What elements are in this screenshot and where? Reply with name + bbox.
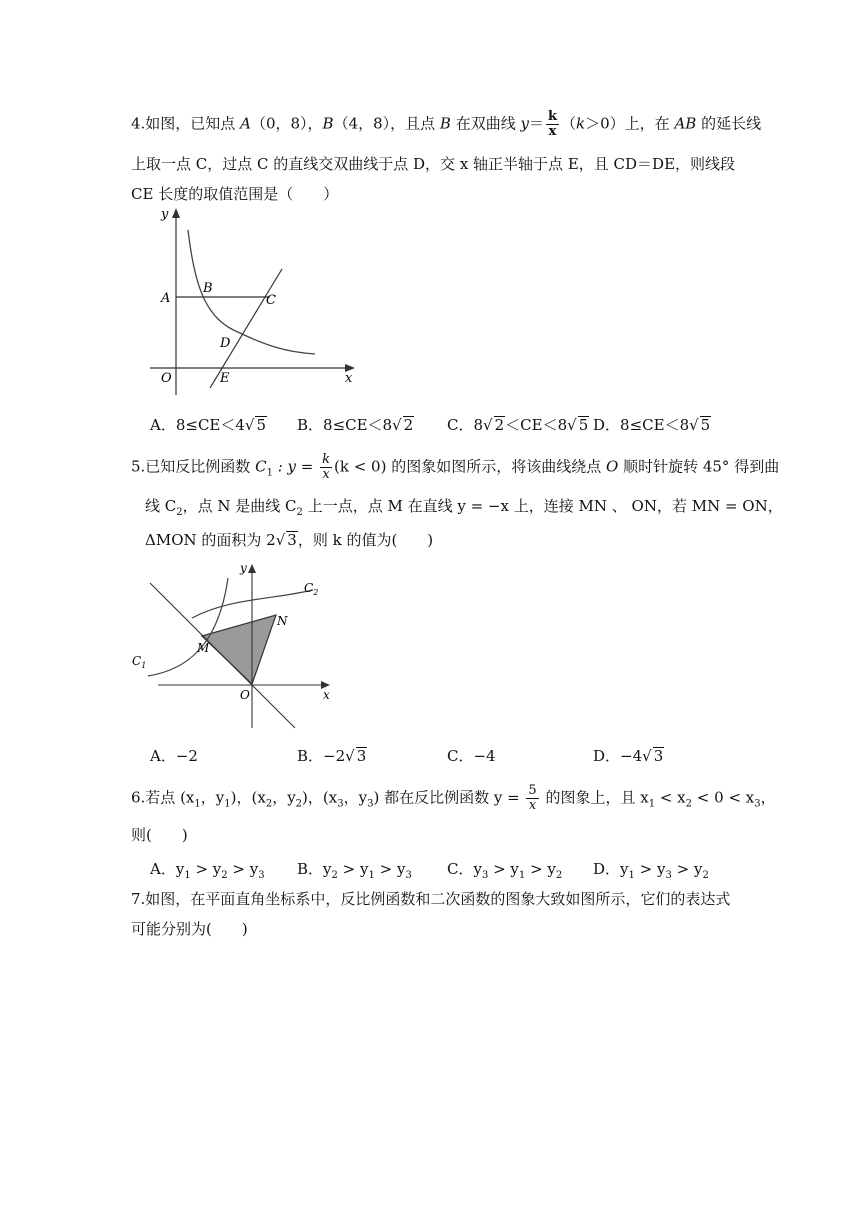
q6-option-d[interactable]: [593, 859, 709, 886]
q4-fraction: [546, 110, 559, 139]
q5-option-b-radicand: 3: [356, 747, 367, 765]
q6-sub: 1: [628, 870, 635, 881]
q4-text: k: [576, 114, 586, 133]
q6-line-2: 则( ): [131, 826, 188, 844]
q4-text: 在双曲线: [450, 114, 521, 133]
q5-radicand: 3: [287, 531, 297, 549]
q6-option-text: A．y: [150, 860, 185, 878]
q4-option-b[interactable]: [297, 415, 414, 435]
q4-option-d-text: D．8≤CE＜8: [593, 416, 690, 434]
q5-label-c1-main: C: [132, 654, 142, 668]
q5-text: ΔMON 的面积为 2: [145, 531, 276, 549]
q5-fraction: [320, 453, 332, 482]
q5-option-c[interactable]: C．−4: [447, 747, 496, 765]
q4-text: 4.如图，已知点: [131, 114, 241, 133]
q4-label-b: B: [203, 281, 213, 296]
q6-sub: 1: [518, 870, 526, 881]
q6-option-text: > y: [374, 860, 406, 878]
q5-option-d-radicand: 3: [653, 747, 664, 765]
q6-option-text: > y: [634, 860, 666, 878]
q4-label-e: E: [220, 371, 230, 386]
q4-text: A: [240, 114, 251, 133]
q5-line-3: [145, 530, 433, 550]
q4-text: 的延长线: [696, 114, 762, 133]
q6-text: )，(x: [302, 788, 338, 807]
q5-label-c1: [132, 654, 146, 670]
q5-text: 线 C: [145, 497, 177, 515]
q6-option-text: > y: [488, 860, 519, 878]
q6-option-text: B．y: [297, 860, 332, 878]
q6-sub: 3: [367, 798, 374, 810]
q5-option-b-text: B．−2: [297, 747, 346, 765]
q4-label-o: O: [161, 371, 172, 386]
q4-text: （4，8），且点: [333, 114, 440, 133]
q5-option-a[interactable]: A．−2: [150, 747, 198, 765]
q4-option-d[interactable]: [593, 415, 711, 435]
q5-label-c1-sub: 1: [141, 661, 147, 670]
q6-option-text: > y: [671, 860, 703, 878]
q6-option-text: > y: [525, 860, 556, 878]
q5-text: 顺时针旋转 45° 得到曲: [618, 457, 780, 476]
q5-label-c2-main: C: [304, 581, 314, 595]
q6-sub: 1: [194, 798, 201, 810]
q6-sub: 3: [258, 870, 265, 881]
q4-option-c-radicand: 5: [578, 416, 589, 434]
q7-line-1: 7.如图，在平面直角坐标系中，反比例函数和二次函数的图象大致如图所示，它们的表达式: [131, 890, 731, 908]
q4-option-c-text: C．8: [447, 416, 484, 434]
q4-text: y: [520, 114, 529, 133]
q4-option-b-radicand: 2: [403, 416, 414, 434]
sqrt-symbol: √: [567, 416, 577, 434]
q6-sub: 2: [221, 870, 228, 881]
q4-option-c-text: ＜CE＜8: [505, 416, 568, 434]
q4-frac-den: x: [548, 124, 557, 139]
q6-sub: 2: [265, 798, 273, 810]
q4-text: ＞0）上，在: [585, 114, 675, 133]
q6-text: 的图象上，且 x: [540, 788, 649, 807]
q6-sub: 1: [648, 798, 656, 810]
q6-frac-num: 5: [528, 783, 537, 798]
q5-line-1: [131, 453, 779, 484]
sqrt-symbol: √: [392, 416, 402, 434]
q4-text: B: [322, 114, 334, 133]
q5-triangle-mon: [202, 615, 276, 684]
q5-option-d[interactable]: [593, 746, 664, 766]
q6-text: ，y: [200, 788, 225, 807]
q5-label-o: O: [240, 688, 250, 702]
q4-option-d-radicand: 5: [700, 416, 711, 434]
q5-figure: [130, 558, 345, 730]
q4-option-a[interactable]: [150, 415, 267, 435]
q7-line-2: 可能分别为( ): [131, 920, 248, 938]
q6-sub: 1: [224, 798, 231, 810]
q6-text: < 0 < x: [692, 788, 755, 807]
q5-label-n: N: [277, 614, 288, 628]
q5-text: ，点 N 是曲线 C: [182, 497, 297, 515]
q6-sub: 2: [555, 870, 563, 881]
q4-label-c: C: [266, 293, 276, 308]
q6-sub: 3: [665, 870, 672, 881]
q6-text: ，: [760, 788, 776, 807]
q6-sub: 2: [331, 870, 338, 881]
q6-sub: 2: [295, 798, 303, 810]
q6-option-text: C．y: [447, 860, 482, 878]
q6-option-text: > y: [227, 860, 259, 878]
q4-option-a-text: A．8≤CE＜4: [150, 416, 245, 434]
q5-text: 上一点，点 M 在直线 y = −x 上，连接 MN 、 ON，若 MN = ON，: [302, 497, 783, 515]
q5-text: (k < 0) 的图象如图所示，将该曲线绕点: [334, 457, 606, 476]
sqrt-symbol: √: [275, 531, 286, 549]
q5-label-c2-sub: 2: [313, 588, 319, 597]
q4-option-b-text: B．8≤CE＜8: [297, 416, 393, 434]
q5-text: : y =: [272, 457, 319, 476]
q4-label-a: A: [161, 291, 171, 306]
q6-option-text: > y: [337, 860, 369, 878]
q4-text: AB: [674, 114, 697, 133]
q4-text: B: [439, 114, 451, 133]
q5-label-m: M: [197, 641, 210, 655]
q5-frac-den: x: [322, 467, 330, 482]
q5-option-b[interactable]: [297, 746, 367, 766]
q4-figure: [145, 200, 370, 405]
q4-line-3: CE 长度的取值范围是（ ）: [131, 185, 339, 203]
q4-y-arrow: [172, 208, 180, 218]
q4-option-a-radicand: 5: [256, 416, 267, 434]
q5-label-x: x: [323, 688, 330, 702]
q6-sub: 3: [754, 798, 761, 810]
q5-text: C: [255, 457, 267, 476]
q4-label-y: y: [161, 207, 169, 222]
q6-sub: 3: [405, 870, 412, 881]
q6-sub: 3: [481, 870, 489, 881]
q6-sub: 1: [368, 870, 375, 881]
q6-text: 6.若点 (x: [131, 788, 195, 807]
q4-label-d: D: [220, 336, 231, 351]
q6-sub: 2: [702, 870, 709, 881]
q4-option-c-radicand: 2: [494, 416, 505, 434]
q5-frac-num: k: [322, 452, 331, 467]
q6-sub: 1: [184, 870, 191, 881]
q4-text: （0，8），: [250, 114, 323, 133]
sqrt-symbol: √: [689, 416, 699, 434]
q6-option-a[interactable]: [150, 859, 265, 886]
q6-option-c[interactable]: [447, 859, 562, 886]
sqrt-symbol: √: [345, 747, 355, 765]
q6-fraction: [526, 784, 538, 813]
q6-option-b[interactable]: [297, 859, 412, 886]
sqrt-symbol: √: [483, 416, 493, 434]
q5-sub: 2: [296, 507, 303, 518]
q5-text: ，则 k 的值为( ): [297, 531, 434, 549]
q4-text: （: [561, 114, 577, 133]
q6-text: ，y: [343, 788, 368, 807]
q5-text: O: [606, 457, 619, 476]
q5-sub: 1: [266, 467, 273, 479]
q4-line-2: 上取一点 C，过点 C 的直线交双曲线于点 D，交 x 轴正半轴于点 E，且 CD＝DE，则线段: [131, 155, 736, 173]
q5-y-arrow: [248, 564, 256, 573]
q6-text: )，(x: [230, 788, 266, 807]
q4-option-c[interactable]: [447, 415, 589, 435]
q5-text: 5.已知反比例函数: [131, 457, 256, 476]
q6-frac-den: x: [528, 798, 537, 813]
q4-label-x: x: [345, 371, 353, 386]
q5-sub: 2: [176, 507, 183, 518]
q4-line-1: [131, 110, 761, 139]
q6-line-1: [131, 784, 776, 815]
q6-sub: 2: [685, 798, 693, 810]
q6-option-text: D．y: [593, 860, 629, 878]
q5-label-y: y: [240, 561, 247, 575]
q5-line-2: [145, 496, 783, 523]
q6-text: ，y: [272, 788, 296, 807]
q5-option-d-text: D．−4: [593, 747, 643, 765]
q5-label-c2: [304, 581, 318, 597]
q6-sub: 3: [337, 798, 344, 810]
q6-option-text: > y: [190, 860, 222, 878]
q4-text: ＝: [528, 114, 544, 133]
sqrt-symbol: √: [244, 416, 255, 434]
q6-text: < x: [655, 788, 686, 807]
sqrt-symbol: √: [642, 747, 652, 765]
q6-text: ) 都在反比例函数 y =: [373, 788, 525, 807]
q4-frac-num: k: [548, 109, 558, 124]
